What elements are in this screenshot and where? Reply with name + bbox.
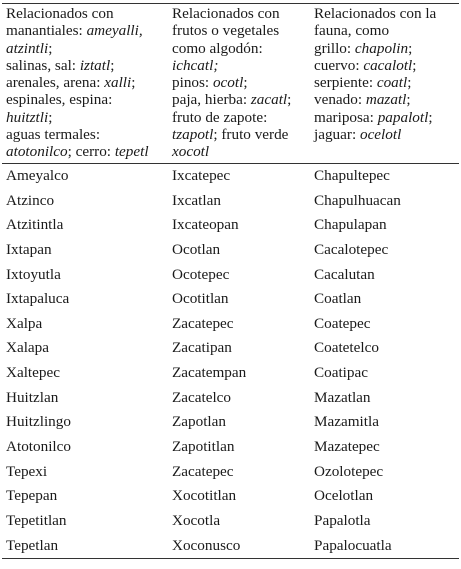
header-line bbox=[6, 5, 164, 22]
header-line bbox=[6, 22, 164, 39]
table-cell: Xoconusco bbox=[168, 533, 310, 558]
table-cell: Ozolotepec bbox=[314, 462, 384, 480]
table-cell: Coatepec bbox=[314, 314, 371, 332]
nahuatl-term: tzapotl bbox=[172, 126, 214, 144]
header-line bbox=[6, 126, 164, 143]
table-cell: Papalotla bbox=[314, 511, 371, 529]
table-cell: Cacalutan bbox=[314, 265, 375, 283]
nahuatl-term: ocotl bbox=[212, 74, 244, 92]
header-line bbox=[172, 143, 306, 160]
header-text: ; bbox=[48, 108, 53, 126]
table-row bbox=[2, 435, 459, 460]
table-row bbox=[2, 188, 459, 213]
table-cell: Ixtoyutla bbox=[6, 265, 61, 283]
header-line bbox=[6, 91, 164, 108]
header-line bbox=[172, 91, 306, 108]
table-header bbox=[2, 4, 459, 164]
table-cell: Chapulapan bbox=[314, 216, 387, 234]
table-cell: Ixcatepec bbox=[172, 166, 231, 184]
table-cell: Xalapa bbox=[6, 339, 50, 357]
table-cell: Mazatlan bbox=[314, 388, 371, 406]
header-text: cuervo: bbox=[314, 56, 364, 74]
header-text: espinales, espina: bbox=[6, 91, 113, 109]
table-cell: Zapotitlan bbox=[172, 438, 235, 456]
header-text: salinas, sal: bbox=[6, 56, 80, 74]
table-cell: Atotonilco bbox=[6, 438, 71, 456]
table-cell: Xocotitlan bbox=[172, 487, 237, 505]
table-cell: Mazamitla bbox=[314, 413, 379, 431]
table-cell: Xalpa bbox=[6, 314, 43, 332]
table-cell: Papalocuatla bbox=[310, 533, 459, 558]
table-cell: Atzinco bbox=[6, 191, 55, 209]
nahuatl-term: cacalotl bbox=[363, 56, 413, 74]
header-text: frutos o vegetales bbox=[172, 22, 280, 40]
header-line bbox=[314, 22, 455, 39]
table-cell: Zacatipan bbox=[172, 339, 232, 357]
nahuatl-term: atotonilco bbox=[6, 143, 68, 161]
header-text: ; bbox=[408, 39, 413, 57]
table-body bbox=[2, 163, 459, 558]
nahuatl-term: tepetl bbox=[114, 143, 149, 161]
nahuatl-term: ichcatl; bbox=[172, 56, 219, 74]
header-line bbox=[172, 74, 306, 91]
header-line bbox=[314, 126, 455, 143]
header-line bbox=[6, 40, 164, 57]
header-text: serpiente: bbox=[314, 74, 377, 92]
header-line bbox=[6, 74, 164, 91]
header-line bbox=[314, 5, 455, 22]
table-cell: Coatlan bbox=[314, 290, 362, 308]
header-line bbox=[6, 57, 164, 74]
table-row bbox=[2, 213, 459, 238]
nahuatl-term: chapolin bbox=[354, 39, 409, 57]
header-text: venado: bbox=[314, 91, 366, 109]
table-cell: Ixcatlan bbox=[172, 191, 221, 209]
header-text: arenales, arena: bbox=[6, 74, 105, 92]
header-line bbox=[6, 109, 164, 126]
header-line bbox=[314, 40, 455, 57]
table-cell: Huitzlingo bbox=[6, 413, 71, 431]
header-text: ; bbox=[131, 74, 136, 92]
header-cell-fauna bbox=[310, 4, 459, 164]
table-row bbox=[2, 238, 459, 263]
table-row bbox=[2, 336, 459, 361]
table-row bbox=[2, 459, 459, 484]
table-cell: Zacatelco bbox=[172, 388, 232, 406]
table-row bbox=[2, 484, 459, 509]
header-line bbox=[172, 5, 306, 22]
header-text: ; bbox=[48, 39, 53, 57]
header-text: Relacionados con la bbox=[314, 5, 437, 22]
header-text: manantiales: bbox=[6, 22, 87, 40]
table-cell: Atzitintla bbox=[6, 216, 64, 234]
table-row bbox=[2, 533, 459, 558]
table-cell: Zacatempan bbox=[172, 364, 247, 382]
nahuatl-term: huitztli bbox=[6, 108, 49, 126]
header-text: ; bbox=[407, 74, 412, 92]
table-cell: Tepetitlan bbox=[6, 511, 67, 529]
header-text: pinos: bbox=[172, 74, 213, 92]
table-cell: Zapotlan bbox=[172, 413, 226, 431]
table-cell: Ixtapan bbox=[6, 240, 52, 258]
header-cell-fruits-vegetables bbox=[168, 4, 310, 164]
table-cell: Tepexi bbox=[6, 462, 48, 480]
table-row bbox=[2, 410, 459, 435]
nahuatl-term: papalotl bbox=[377, 108, 429, 126]
header-cell-springs-salts-sands bbox=[2, 4, 168, 164]
table-row bbox=[2, 287, 459, 312]
header-line bbox=[172, 126, 306, 143]
header-line bbox=[172, 40, 306, 57]
header-line bbox=[6, 143, 164, 160]
header-text: ; cerro: bbox=[67, 143, 115, 161]
table-row bbox=[2, 163, 459, 188]
header-text: fauna, como bbox=[314, 22, 390, 40]
header-text: ; fruto verde bbox=[213, 126, 289, 144]
table-cell: Xocotla bbox=[172, 511, 221, 529]
table-row bbox=[2, 509, 459, 534]
nahuatl-term: mazatl bbox=[365, 91, 407, 109]
header-text: como algodón: bbox=[172, 39, 263, 57]
table-row bbox=[2, 361, 459, 386]
table-cell: Ocotitlan bbox=[172, 290, 229, 308]
table-cell: Ocelotlan bbox=[314, 487, 374, 505]
table-cell: Chapulhuacan bbox=[314, 191, 401, 209]
header-line bbox=[172, 57, 306, 74]
table-row bbox=[2, 385, 459, 410]
nahuatl-term: zacatl bbox=[250, 91, 288, 109]
table-cell: Ocotlan bbox=[172, 240, 221, 258]
toponym-table bbox=[2, 3, 459, 559]
nahuatl-term: coatl bbox=[376, 74, 408, 92]
table-cell: Zacatepec bbox=[172, 314, 234, 332]
header-line bbox=[314, 57, 455, 74]
nahuatl-term: xalli bbox=[104, 74, 132, 92]
nahuatl-term: ocelotl bbox=[359, 126, 402, 144]
table-cell: Chapultepec bbox=[314, 166, 390, 184]
table-cell: Xaltepec bbox=[6, 364, 60, 382]
header-text: ; bbox=[428, 108, 433, 126]
nahuatl-term: xocotl bbox=[172, 143, 210, 161]
nahuatl-term: atzintli bbox=[6, 39, 49, 57]
header-line bbox=[172, 22, 306, 39]
header-text: fruto de zapote: bbox=[172, 108, 268, 126]
table-cell: Mazatepec bbox=[314, 438, 380, 456]
header-row bbox=[2, 4, 459, 164]
table-cell: Coatetelco bbox=[314, 339, 379, 357]
table-cell: Ocotepec bbox=[172, 265, 230, 283]
header-line bbox=[314, 91, 455, 108]
header-line bbox=[314, 109, 455, 126]
table-cell: Tepepan bbox=[6, 487, 58, 505]
header-text: Relacionados con bbox=[6, 5, 114, 22]
table-cell: Tepetlan bbox=[2, 533, 168, 558]
table-row bbox=[2, 312, 459, 337]
table-cell: Ameyalco bbox=[6, 166, 69, 184]
header-text: ; bbox=[412, 56, 417, 74]
header-text: jaguar: bbox=[314, 126, 360, 144]
header-text: aguas termales: bbox=[6, 126, 101, 144]
header-text: Relacionados con bbox=[172, 5, 280, 22]
nahuatl-term: iztatl bbox=[79, 56, 111, 74]
nahuatl-term: ameyalli, bbox=[86, 22, 143, 40]
header-line bbox=[172, 109, 306, 126]
header-text: grillo: bbox=[314, 39, 355, 57]
table-cell: Cacalotepec bbox=[314, 240, 389, 258]
table-cell: Ixcateopan bbox=[172, 216, 239, 234]
header-text: ; bbox=[110, 56, 115, 74]
header-text: ; bbox=[287, 91, 292, 109]
table-cell: Huitzlan bbox=[6, 388, 59, 406]
header-text: paja, hierba: bbox=[172, 91, 251, 109]
header-line bbox=[314, 74, 455, 91]
header-text: ; bbox=[243, 74, 248, 92]
table-cell: Ixtapaluca bbox=[6, 290, 70, 308]
header-text: mariposa: bbox=[314, 108, 378, 126]
table-cell: Zacatepec bbox=[172, 462, 234, 480]
table-cell: Coatipac bbox=[314, 364, 368, 382]
header-text: ; bbox=[406, 91, 411, 109]
table-row bbox=[2, 262, 459, 287]
